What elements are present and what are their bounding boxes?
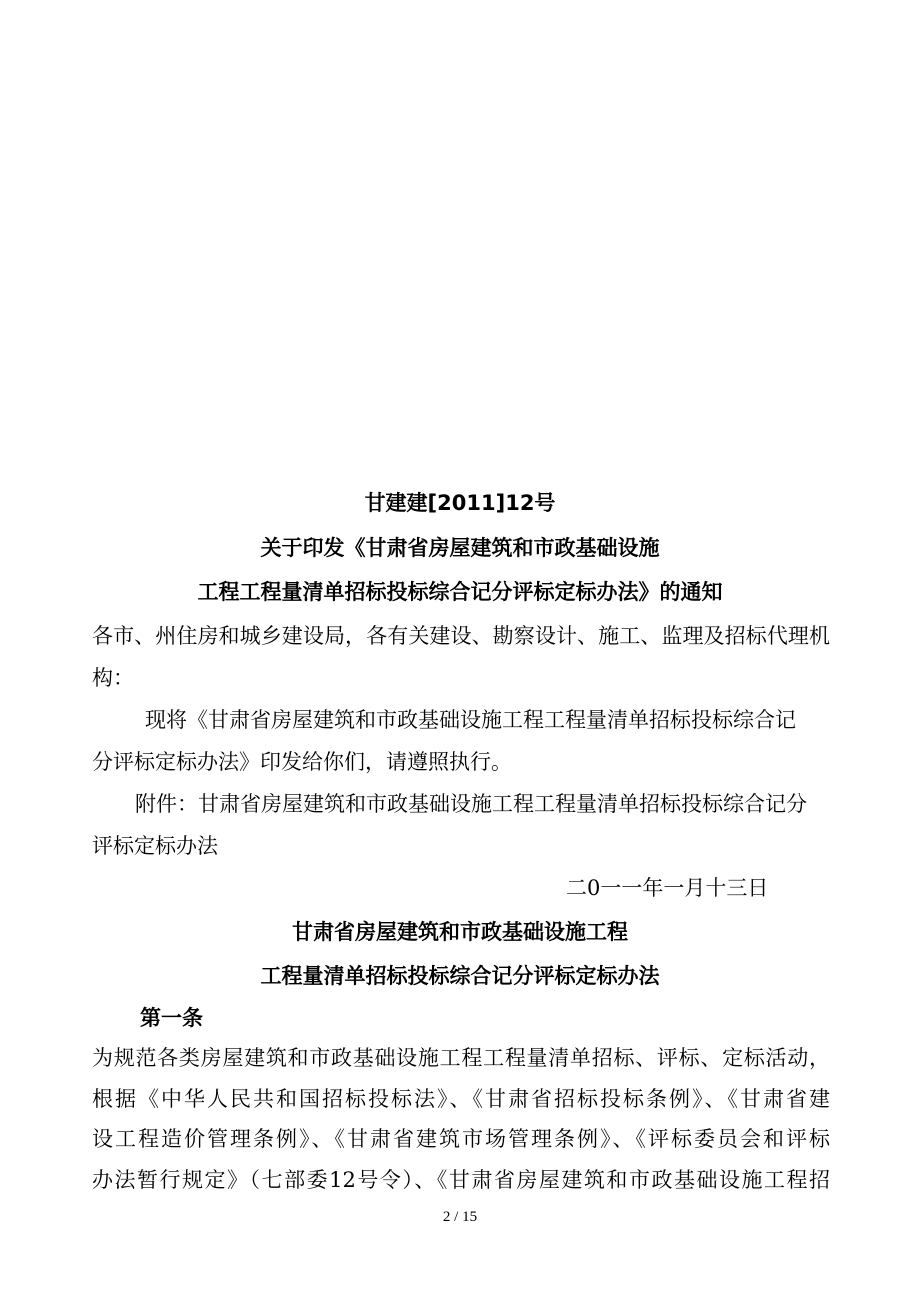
method-title-line-2: 工程量清单招标投标综合记分评标定标办法 — [260, 964, 660, 988]
attachment-line-1: 附件：甘肃省房屋建筑和市政基础设施工程工程量清单招标投标综合记分 — [135, 792, 807, 816]
article-1-heading: 第一条 — [140, 1006, 203, 1030]
notice-title-line-2: 工程工程量清单招标投标综合记分评标定标办法》的通知 — [197, 580, 723, 604]
attachment-line-2: 评标定标办法 — [92, 834, 218, 858]
article-1-line: 为规范各类房屋建筑和市政基础设施工程工程量清单招标、评标、定标活动， — [92, 1046, 830, 1070]
article-1-line: 根据《中华人民共和国招标投标法》、《甘肃省招标投标条例》、《甘肃省建 — [92, 1087, 830, 1111]
body-line-1: 现将《甘肃省房屋建筑和市政基础设施工程工程量清单招标投标综合记 — [145, 708, 796, 732]
recipients-line-2: 构： — [92, 666, 134, 690]
recipients-line-1: 各市、州住房和城乡建设局，各有关建设、勘察设计、施工、监理及招标代理机 — [92, 624, 830, 648]
article-1-line: 办法暂行规定》（七部委12号令）、《甘肃省房屋建筑和市政基础设施工程招 — [92, 1168, 830, 1192]
page-number: 2 / 15 — [442, 1209, 478, 1225]
article-1-line: 设工程造价管理条例》、《甘肃省建筑市场管理条例》、《评标委员会和评标 — [92, 1127, 830, 1151]
method-title-line-1: 甘肃省房屋建筑和市政基础设施工程 — [292, 920, 628, 944]
notice-date: 二0一一年一月十三日 — [566, 876, 769, 900]
body-line-2: 分评标定标办法》印发给你们，请遵照执行。 — [92, 750, 512, 774]
notice-title-line-1: 关于印发《甘肃省房屋建筑和市政基础设施 — [260, 536, 660, 560]
doc-number: 甘建建[2011]12号 — [364, 491, 556, 515]
